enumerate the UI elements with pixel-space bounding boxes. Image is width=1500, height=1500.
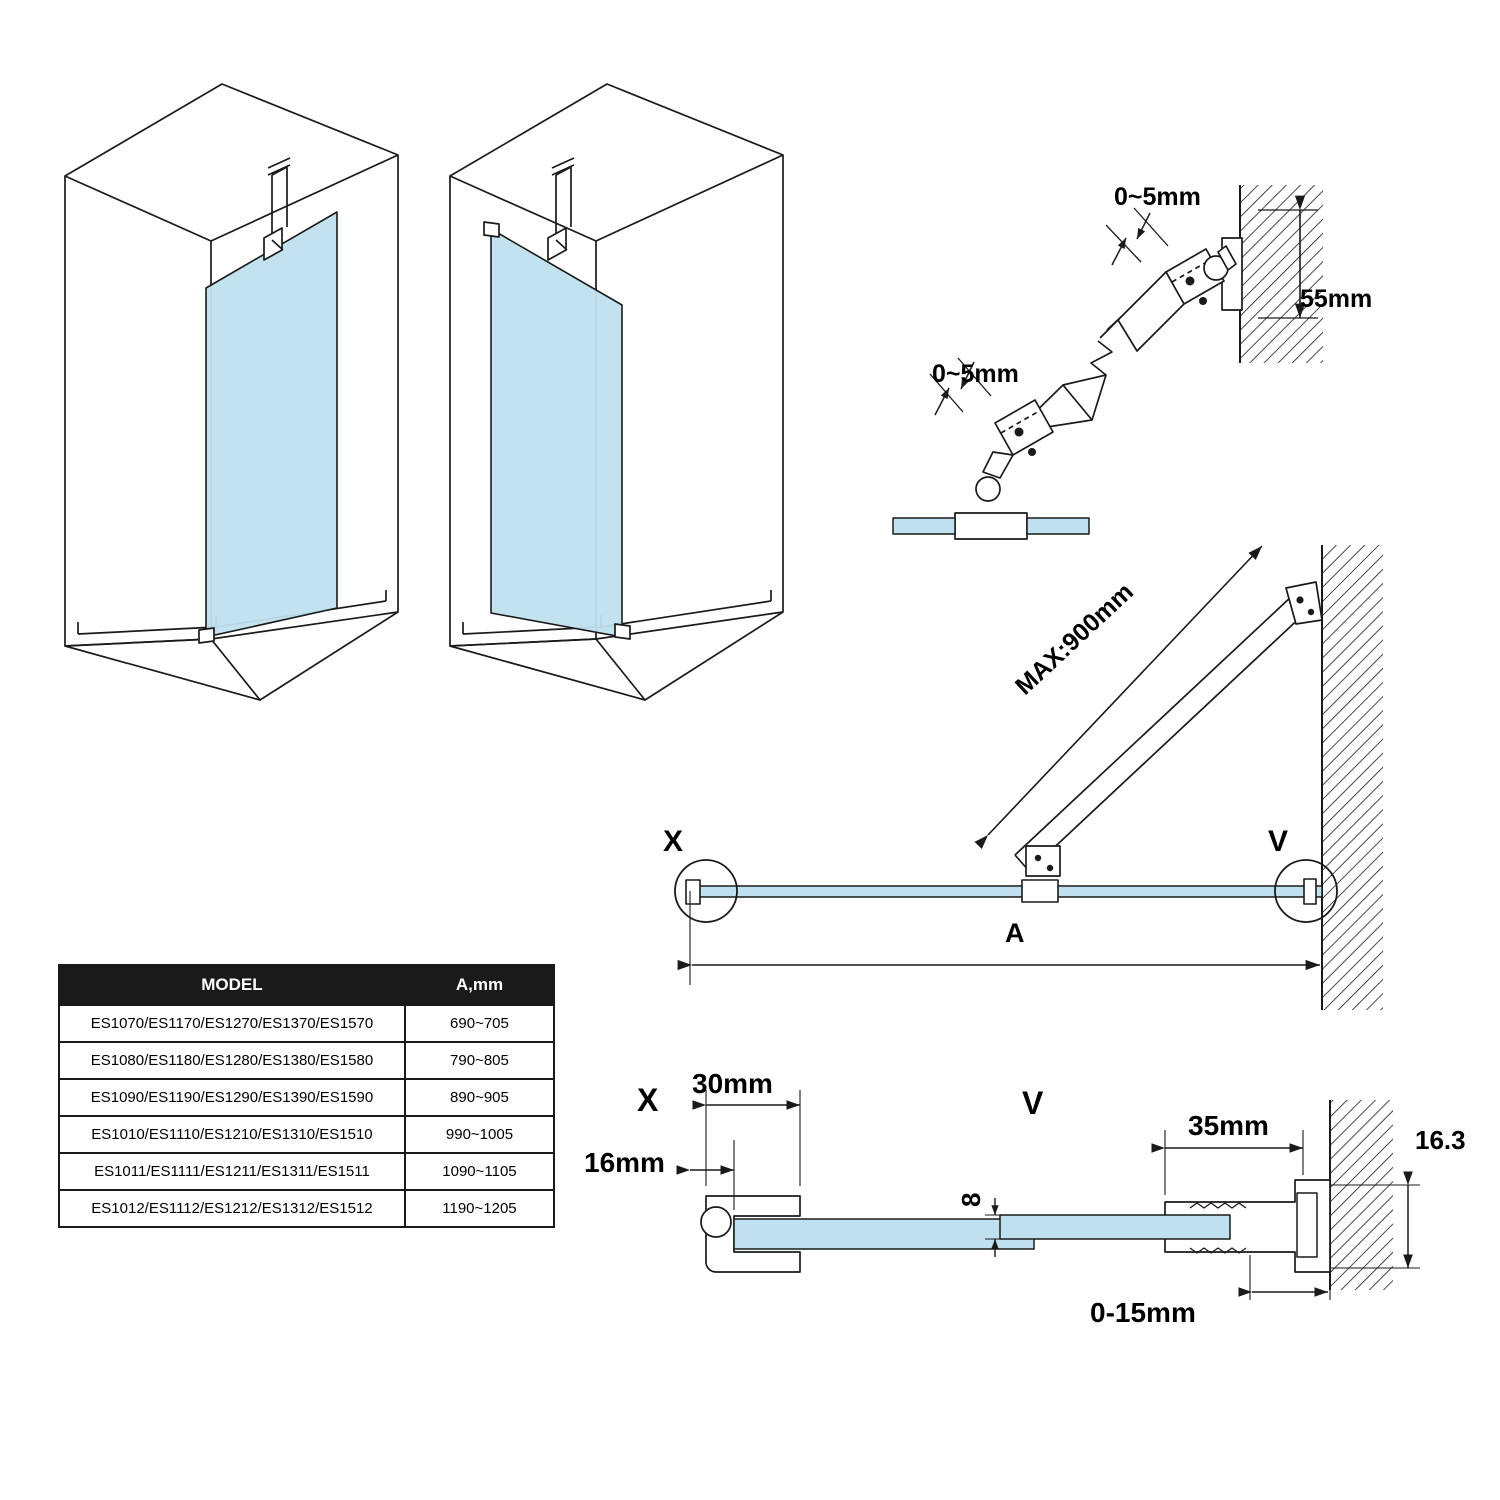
table-cell-a: 1190~1205: [405, 1190, 554, 1227]
table-header-a: A,mm: [405, 965, 554, 1005]
label-gap-bottom: 0~5mm: [932, 360, 1019, 388]
label-detail-x-title: X: [637, 1082, 659, 1118]
table-row: [59, 1042, 554, 1079]
table-row: [59, 1079, 554, 1116]
label-detail-v-title: V: [1022, 1085, 1044, 1121]
label-glass-thickness: 8: [956, 1192, 986, 1207]
table-cell-model: ES1011/ES1111/ES1211/ES1311/ES1511: [59, 1153, 405, 1190]
table-row: [59, 1153, 554, 1190]
table-header-row: [59, 965, 554, 1005]
label-max-length: MAX:900mm: [1010, 577, 1139, 701]
table-row: [59, 1190, 554, 1227]
label-profile-v-width: 35mm: [1188, 1110, 1269, 1141]
table-cell-a: 990~1005: [405, 1116, 554, 1153]
table-cell-model: ES1010/ES1110/ES1210/ES1310/ES1510: [59, 1116, 405, 1153]
plan-view-support-bar: [675, 545, 1383, 1010]
table-cell-model: ES1070/ES1170/ES1270/ES1370/ES1570: [59, 1005, 405, 1042]
model-dimension-table: [58, 964, 555, 1228]
detail-x-profile: [690, 1090, 1034, 1272]
table-cell-model: ES1012/ES1112/ES1212/ES1312/ES1512: [59, 1190, 405, 1227]
table-cell-a: 690~705: [405, 1005, 554, 1042]
label-bracket-height: 55mm: [1300, 285, 1373, 313]
table-cell-a: 790~805: [405, 1042, 554, 1079]
label-profile-v-height: 16.3: [1415, 1125, 1466, 1155]
table-cell-a: 1090~1105: [405, 1153, 554, 1190]
table-cell-model: ES1080/ES1180/ES1280/ES1380/ES1580: [59, 1042, 405, 1079]
table-row: [59, 1116, 554, 1153]
label-gap-top: 0~5mm: [1114, 183, 1201, 211]
label-profile-x-inner: 16mm: [584, 1147, 665, 1178]
table-row: [59, 1005, 554, 1042]
table-header-model: MODEL: [59, 965, 405, 1005]
label-profile-x-width: 30mm: [692, 1068, 773, 1099]
iso-view-left: [65, 84, 398, 700]
label-detail-x-marker: X: [663, 825, 684, 858]
label-detail-v-marker: V: [1268, 825, 1289, 858]
label-wall-adjust: 0-15mm: [1090, 1297, 1196, 1328]
iso-view-right: [450, 84, 783, 700]
table-cell-model: ES1090/ES1190/ES1290/ES1390/ES1590: [59, 1079, 405, 1116]
label-dim-a: A: [1005, 918, 1025, 948]
table-cell-a: 890~905: [405, 1079, 554, 1116]
